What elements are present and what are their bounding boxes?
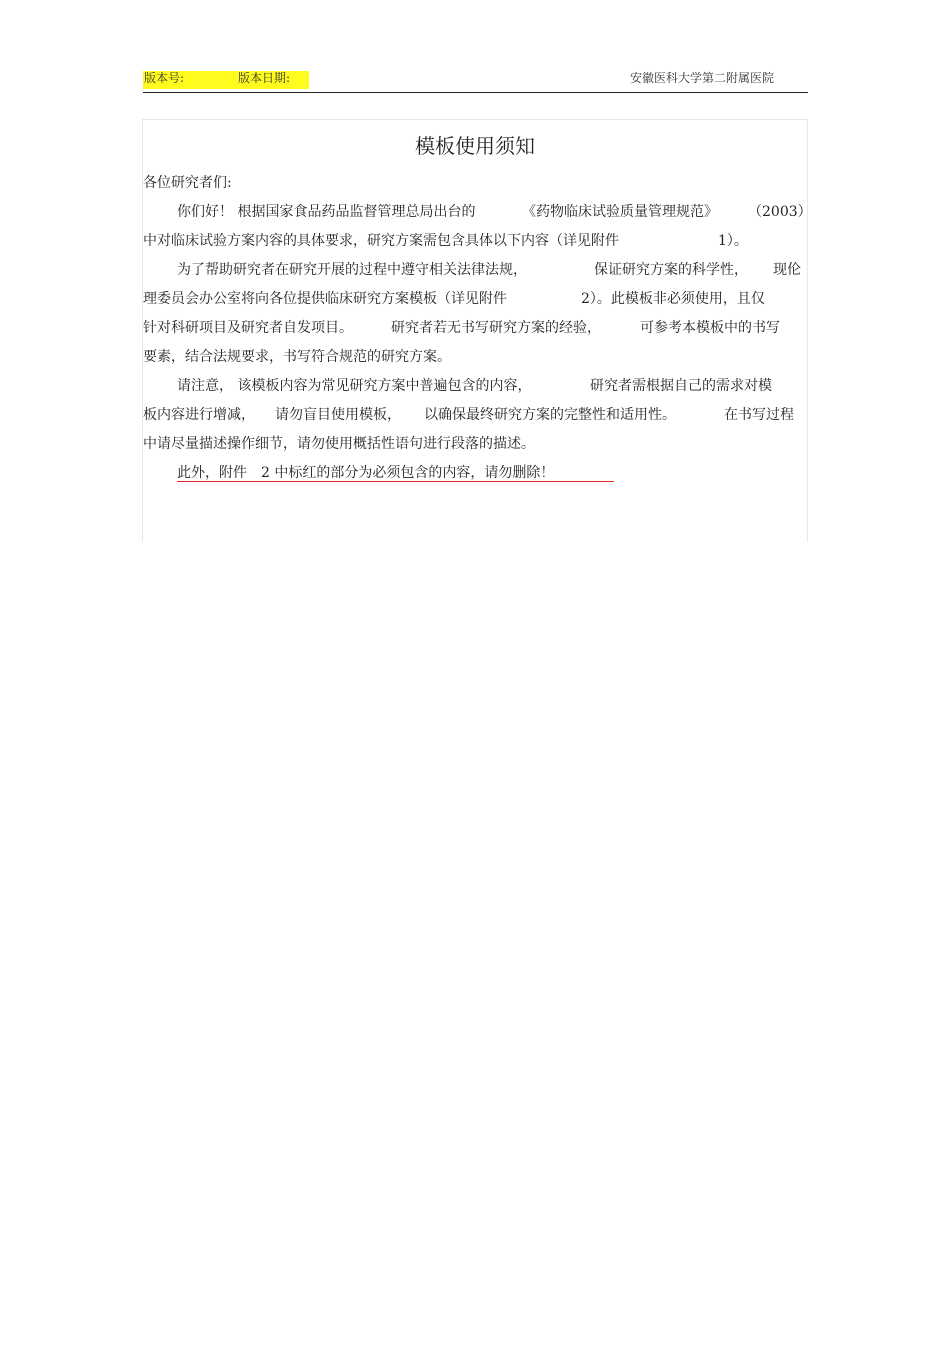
- paragraph-2-line-1b: 保证研究方案的科学性，: [594, 262, 748, 278]
- document-title: 模板使用须知: [415, 134, 535, 158]
- greeting: 各位研究者们:: [143, 175, 232, 191]
- paragraph-2-line-1a: 为了帮助研究者在研究开展的过程中遵守相关法律法规，: [177, 262, 527, 278]
- paragraph-1-line-1a: 你们好！ 根据国家食品药品监督管理总局出台的: [177, 204, 476, 220]
- paragraph-3-line-2a: 板内容进行增减，: [143, 407, 255, 423]
- paragraph-1-line-1c: （2003）: [748, 204, 812, 220]
- paragraph-2-line-3c: 可参考本模板中的书写: [640, 320, 780, 336]
- paragraph-2-line-3a: 针对科研项目及研究者自发项目。: [143, 320, 353, 336]
- paragraph-1-line-2a: 中对临床试验方案内容的具体要求，研究方案需包含具体以下内容（详见附件: [143, 233, 619, 249]
- paragraph-1-line-2b: 1）。: [718, 233, 748, 249]
- paragraph-2-line-1c: 现伦: [773, 262, 801, 278]
- page-header: [143, 66, 808, 93]
- paragraph-2-line-3b: 研究者若无书写研究方案的经验，: [391, 320, 601, 336]
- paragraph-3-line-3: 中请尽量描述操作细节，请勿使用概括性语句进行段落的描述。: [143, 436, 535, 452]
- red-underline: [177, 481, 614, 482]
- paragraph-3-line-2c: 以确保最终研究方案的完整性和适用性。: [424, 407, 676, 423]
- paragraph-3-line-1a: 请注意， 该模板内容为常见研究方案中普遍包含的内容，: [177, 378, 532, 394]
- version-number-label: 版本号:: [144, 71, 185, 85]
- version-date-label: 版本日期:: [238, 71, 291, 85]
- paragraph-4-line-1: 此外，附件 2 中标红的部分为必须包含的内容，请勿删除！: [177, 465, 555, 481]
- hospital-name: 安徽医科大学第二附属医院: [629, 71, 774, 85]
- paragraph-2-line-2a: 理委员会办公室将向各位提供临床研究方案模板（详见附件: [143, 291, 507, 307]
- paragraph-2-line-4: 要素，结合法规要求，书写符合规范的研究方案。: [143, 349, 451, 365]
- paragraph-3-line-2b: 请勿盲目使用模板，: [275, 407, 401, 423]
- paragraph-1-line-1b: 《药物临床试验质量管理规范》: [522, 204, 718, 220]
- paragraph-3-line-2d: 在书写过程: [724, 407, 794, 423]
- paragraph-3-line-1b: 研究者需根据自己的需求对模: [590, 378, 772, 394]
- paragraph-2-line-2b: 2）。此模板非必须使用，且仅: [581, 291, 765, 307]
